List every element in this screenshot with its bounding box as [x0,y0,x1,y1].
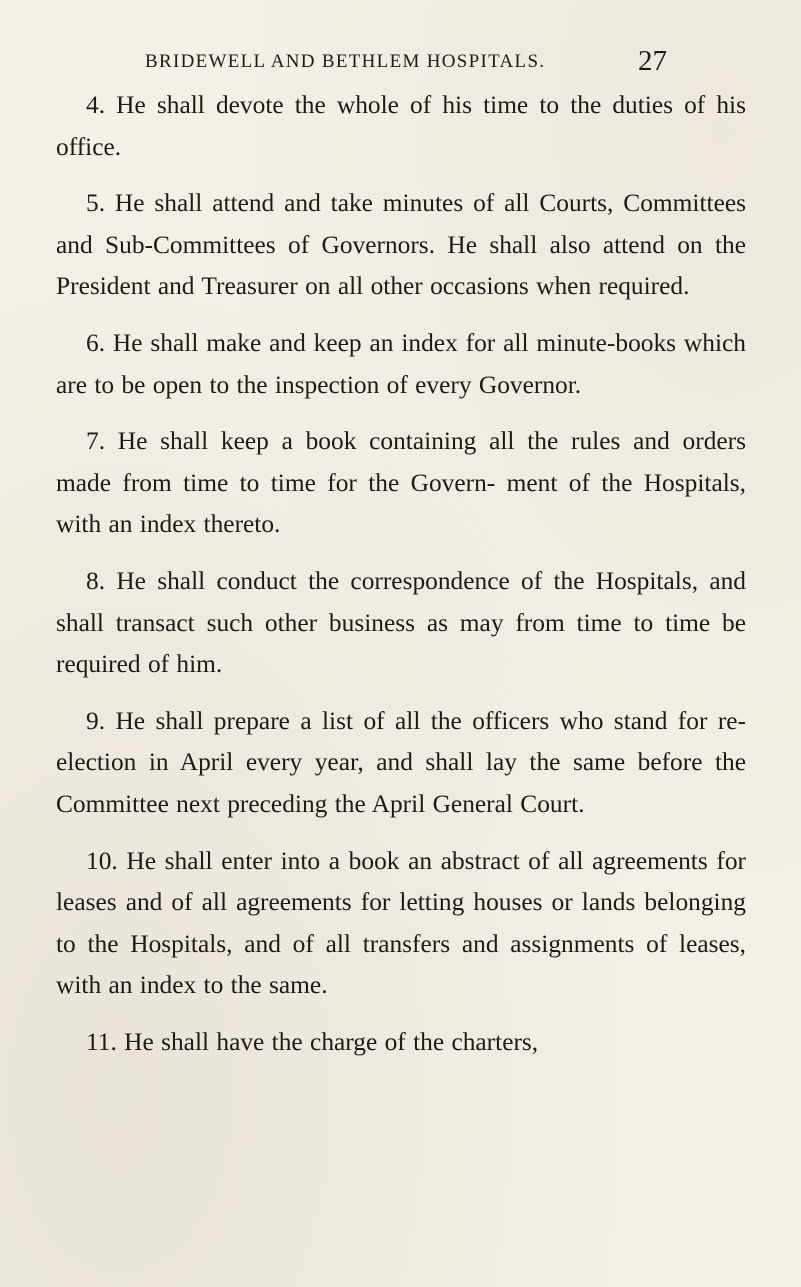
body-text [56,85,746,1063]
paragraph-rule-7: 7. He shall keep a book containing all the rules and orders made from time to time for the Govern- ment of the Hospitals, with an index thereto. [56,427,746,539]
paragraph-rule-11: 11. He shall have the charge of the charters, [86,1027,539,1056]
paragraph-rule-9: 9. He shall prepare a list of all the officers who stand for re-election in April every year, and shall lay the same before the Committee next preceding the April General Court. [56,706,746,818]
page-number: 27 [638,45,667,77]
running-title: BRIDEWELL AND BETHLEM HOSPITALS. [145,51,546,72]
paragraph-rule-4: 4. He shall devote the whole of his time to the duties of his office. [56,91,746,161]
running-header [0,47,801,79]
paragraph-rule-8: 8. He shall conduct the correspondence of the Hospitals, and shall transact such other business as may from time to time be required of him. [56,566,746,679]
paragraph-rule-10: 10. He shall enter into a book an abstract of all agreements for leases and of all agreements for letting houses or lands belonging to the Hospitals, and of all transfers and assignments of leases, with an index to the same. [56,846,746,1000]
paragraph-rule-6: 6. He shall make and keep an index for all minute-books which are to be open to the inspection of every Governor. [56,328,746,399]
paragraph-rule-5: 5. He shall attend and take minutes of all Courts, Committees and Sub-Committees of Governors. He shall also attend on the President and Treasurer on all other occasions when required. [56,189,746,301]
